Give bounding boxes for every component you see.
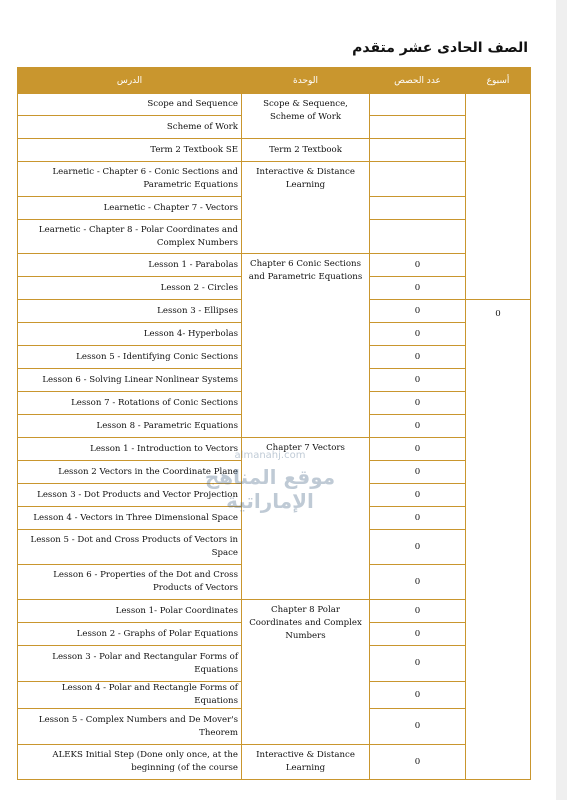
count-cell: 0 (370, 600, 466, 623)
lesson-cell: Lesson 6 - Properties of the Dot and Cross Products of Vectors (18, 565, 242, 600)
lesson-cell: Lesson 1- Polar Coordinates (18, 600, 242, 623)
lesson-cell: Lesson 3 - Dot Products and Vector Projection (18, 484, 242, 507)
unit-cell: Chapter 7 Vectors (242, 438, 370, 600)
lesson-cell: Lesson 3 - Ellipses (18, 300, 242, 323)
lesson-cell: Lesson 2 - Graphs of Polar Equations (18, 623, 242, 646)
curriculum-table (17, 67, 531, 780)
lesson-cell: Learnetic - Chapter 7 - Vectors (18, 197, 242, 220)
table-row (18, 745, 531, 780)
lesson-cell: ALEKS Initial Step (Done only once, at the beginning (of the course (18, 745, 242, 780)
unit-cell: Interactive & Distance Learning (242, 745, 370, 780)
count-cell: 0 (370, 709, 466, 745)
count-cell (370, 220, 466, 254)
count-cell (370, 197, 466, 220)
count-cell: 0 (370, 646, 466, 682)
table-row (18, 162, 531, 197)
page-title: الصف الحادى عشر متقدم (352, 40, 528, 56)
watermark-logo (200, 450, 340, 530)
lesson-cell: Lesson 8 - Parametric Equations (18, 415, 242, 438)
count-cell (370, 94, 466, 116)
lesson-cell: Term 2 Textbook SE (18, 139, 242, 162)
count-cell (370, 162, 466, 197)
unit-cell: Chapter 8 Polar Coordinates and Complex Numbers (242, 600, 370, 745)
lesson-cell: Lesson 3 - Polar and Rectangular Forms of Equations (18, 646, 242, 682)
lesson-cell: Lesson 5 - Identifying Conic Sections (18, 346, 242, 369)
lesson-cell: Scope and Sequence (18, 94, 242, 116)
count-cell: 0 (370, 530, 466, 565)
count-cell: 0 (370, 346, 466, 369)
header-count: عدد الحصص (370, 68, 466, 94)
unit-cell: Interactive & Distance Learning (242, 162, 370, 254)
count-cell: 0 (370, 277, 466, 300)
count-cell: 0 (370, 300, 466, 323)
lesson-cell: Lesson 2 - Circles (18, 277, 242, 300)
count-cell: 0 (370, 461, 466, 484)
count-cell: 0 (370, 392, 466, 415)
count-cell: 0 (370, 415, 466, 438)
count-cell (370, 116, 466, 139)
lesson-cell: Lesson 6 - Solving Linear Nonlinear Systems (18, 369, 242, 392)
header-unit: الوحدة (242, 68, 370, 94)
lesson-cell: Lesson 1 - Introduction to Vectors (18, 438, 242, 461)
count-cell: 0 (370, 323, 466, 346)
count-cell: 0 (370, 682, 466, 709)
unit-cell: Scope & Sequence, Scheme of Work (242, 94, 370, 139)
lesson-cell: Lesson 5 - Dot and Cross Products of Vectors in Space (18, 530, 242, 565)
count-cell: 0 (370, 438, 466, 461)
count-cell: 0 (370, 623, 466, 646)
table-row (18, 600, 531, 623)
lesson-cell: Lesson 4- Hyperbolas (18, 323, 242, 346)
table-row (18, 254, 531, 277)
header-week: أسبوع (466, 68, 531, 94)
lesson-cell: Learnetic - Chapter 6 - Conic Sections and Parametric Equations (18, 162, 242, 197)
watermark-url: almanahj.com (234, 450, 306, 461)
count-cell: 0 (370, 369, 466, 392)
unit-cell: Term 2 Textbook (242, 139, 370, 162)
count-cell: 0 (370, 745, 466, 780)
lesson-cell: Lesson 1 - Parabolas (18, 254, 242, 277)
count-cell: 0 (370, 484, 466, 507)
count-cell: 0 (370, 565, 466, 600)
lesson-cell: Learnetic - Chapter 8 - Polar Coordinates and Complex Numbers (18, 220, 242, 254)
lesson-cell: Lesson 7 - Rotations of Conic Sections (18, 392, 242, 415)
table-row (18, 94, 531, 116)
week-cell: 0 (466, 300, 531, 780)
count-cell: 0 (370, 507, 466, 530)
unit-cell: Chapter 6 Conic Sections and Parametric Equations (242, 254, 370, 438)
watermark-text: موقع المناهج الإماراتية (204, 465, 336, 513)
table-header-row (18, 68, 531, 94)
header-lesson: الدرس (18, 68, 242, 94)
count-cell: 0 (370, 254, 466, 277)
lesson-cell: Lesson 4 - Polar and Rectangle Forms of Equations (18, 682, 242, 709)
count-cell (370, 139, 466, 162)
lesson-cell: Scheme of Work (18, 116, 242, 139)
lesson-cell: Lesson 5 - Complex Numbers and De Mover's Theorem (18, 709, 242, 745)
lesson-cell: Lesson 4 - Vectors in Three Dimensional Space (18, 507, 242, 530)
table-row (18, 139, 531, 162)
week-cell (466, 94, 531, 300)
lesson-cell: Lesson 2 Vectors in the Coordinate Plane (18, 461, 242, 484)
